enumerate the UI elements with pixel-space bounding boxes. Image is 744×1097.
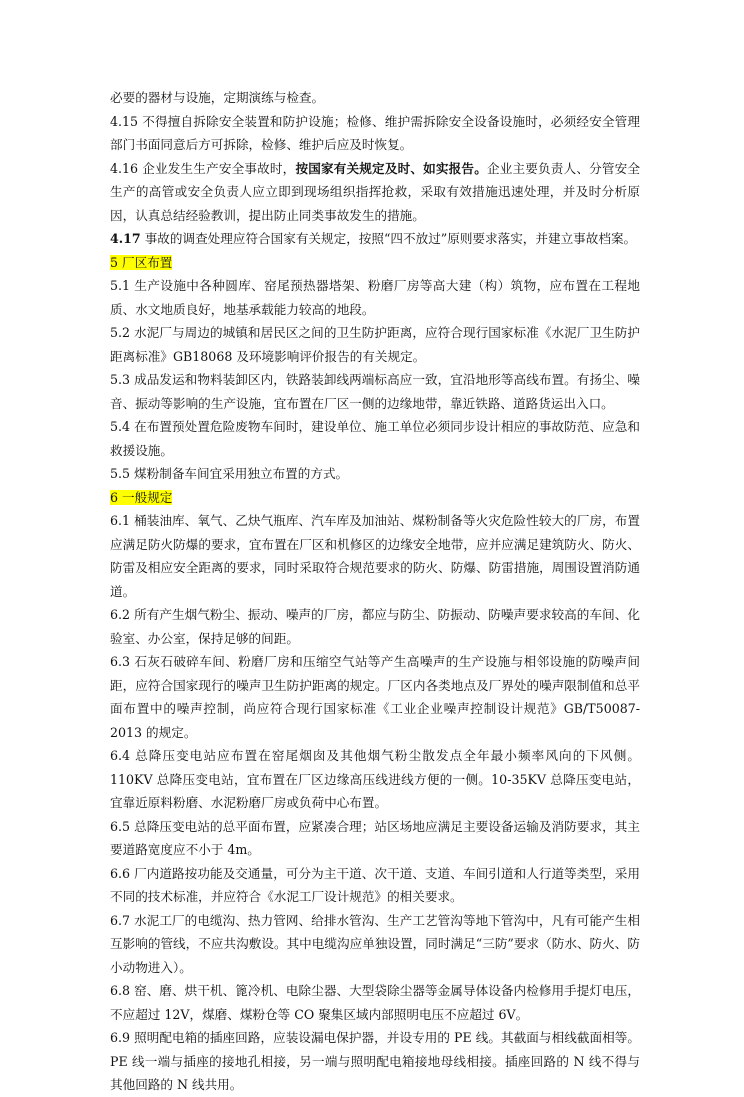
paragraph-4-16-lead: 4.16 企业发生生产安全事故时， <box>110 160 296 176</box>
document-page <box>110 86 640 1097</box>
paragraph-5-5: 5.5 煤粉制备车间宜采用独立布置的方式。 <box>110 466 349 481</box>
section-heading-5 <box>110 251 640 275</box>
paragraph-6-7: 6.7 水泥工厂的电缆沟、热力管网、给排水管沟、生产工艺管沟等地下管沟中，凡有可能产生相互影响的管线，不应共沟敷设。其中电缆沟应单独设置，同时满足“三防”要求（防水、防火、防小动物进入）。 <box>110 912 640 975</box>
paragraph-6-4: 6.4 总降压变电站应布置在窑尾烟囱及其他烟气粉尘散发点全年最小频率风向的下风侧。110KV 总降压变电站，宜布置在厂区边缘高压线进线方便的一侧。10-35KV 总降压变电站，宜靠近原料粉磨、水泥粉磨厂房或负荷中心布置。 <box>110 748 640 810</box>
paragraph-5-2: 5.2 水泥厂与周边的城镇和居民区之间的卫生防护距离，应符合现行国家标准《水泥厂卫生防护距离标准》GB18068 及环境影响评价报告的有关规定。 <box>110 325 640 364</box>
paragraph-4-17-text: 事故的调查处理应符合国家有关规定，按照“四不放过”原则要求落实，并建立事故档案。 <box>140 231 637 246</box>
paragraph-6-6: 6.6 厂内道路按功能及交通量，可分为主干道、次干道、支道、车间引道和人行道等类型，采用不同的技术标准，并应符合《水泥工厂设计规范》的相关要求。 <box>110 865 640 904</box>
section-heading-6 <box>110 486 640 510</box>
section-heading-5-text: 5 厂区布置 <box>110 254 173 270</box>
paragraph-4-15: 4.15 不得擅自拆除安全装置和防护设施；检修、维护需拆除安全设备设施时，必须经安全管理部门书面同意后方可拆除，检修、维护后应及时恢复。 <box>110 113 640 152</box>
paragraph-5-1: 5.1 生产设施中各种圆库、窑尾预热器塔架、粉磨厂房等高大建（构）筑物，应布置在工程地质、水文地质良好，地基承载能力较高的地段。 <box>110 278 640 317</box>
paragraph-4-16 <box>110 157 640 228</box>
paragraph-4-17 <box>110 227 640 251</box>
paragraph-5-4: 5.4 在布置预处置危险废物车间时，建设单位、施工单位必须同步设计相应的事故防范、应急和救援设施。 <box>110 419 640 458</box>
paragraph-4-16-rest: 企业主要负责人、分管安全生产的高管或安全负责人应立即到现场组织指挥抢救，采取有效措施迅速处理，并及时分析原因，认真总结经验教训，提出防止同类事故发生的措施。 <box>110 160 641 223</box>
paragraph-4-16-bold: 按国家有关规定及时、如实报告。 <box>295 160 487 176</box>
paragraph-6-2: 6.2 所有产生烟气粉尘、振动、噪声的厂房，都应与防尘、防振动、防噪声要求较高的车间、化验室、办公室，保持足够的间距。 <box>110 607 640 646</box>
section-heading-6-text: 6 一般规定 <box>110 489 173 505</box>
paragraph-6-8: 6.8 窑、磨、烘干机、篦冷机、电除尘器、大型袋除尘器等金属导体设备内检修用手提灯电压，不应超过 12V，煤磨、煤粉仓等 CO 聚集区域内部照明电压不应超过 6V。 <box>110 983 640 1022</box>
paragraph-6-5: 6.5 总降压变电站的总平面布置，应紧凑合理；站区场地应满足主要设备运输及消防要求，其主要道路宽度应不小于 4m。 <box>110 818 640 857</box>
paragraph-6-1: 6.1 桶装油库、氧气、乙炔气瓶库、汽车库及加油站、煤粉制备等火灾危险性较大的厂房，布置应满足防火防爆的要求，宜布置在厂区和机修区的边缘安全地带，应并应满足建筑防火、防火、防雷及相应安全距离的要求，同时采取符合规范要求的防火、防爆、防雷措施，周围设置消防通道。 <box>110 513 640 599</box>
paragraph-continuation: 必要的器材与设施，定期演练与检查。 <box>110 90 325 105</box>
paragraph-6-9: 6.9 照明配电箱的插座回路，应装设漏电保护器，并设专用的 PE 线。其截面与相线截面相等。PE 线一端与插座的接地孔相接，另一端与照明配电箱接地母线相接。插座回路的 N 线不得与其他回路的 N 线共用。 <box>110 1030 640 1092</box>
paragraph-4-17-number: 4.17 <box>110 231 141 246</box>
paragraph-6-3: 6.3 石灰石破碎车间、粉磨厂房和压缩空气站等产生高噪声的生产设施与相邻设施的防噪声间距，应符合国家现行的噪声卫生防护距离的规定。厂区内各类地点及厂界处的噪声限制值和总平面布置中的噪声控制，尚应符合现行国家标准《工业企业噪声控制设计规范》GB/T50087-2013 的规定。 <box>110 654 640 740</box>
paragraph-5-3: 5.3 成品发运和物料装卸区内，铁路装卸线两端标高应一致，宜沿地形等高线布置。有扬尘、噪音、振动等影响的生产设施，宜布置在厂区一侧的边缘地带，靠近铁路、道路货运出入口。 <box>110 372 640 411</box>
